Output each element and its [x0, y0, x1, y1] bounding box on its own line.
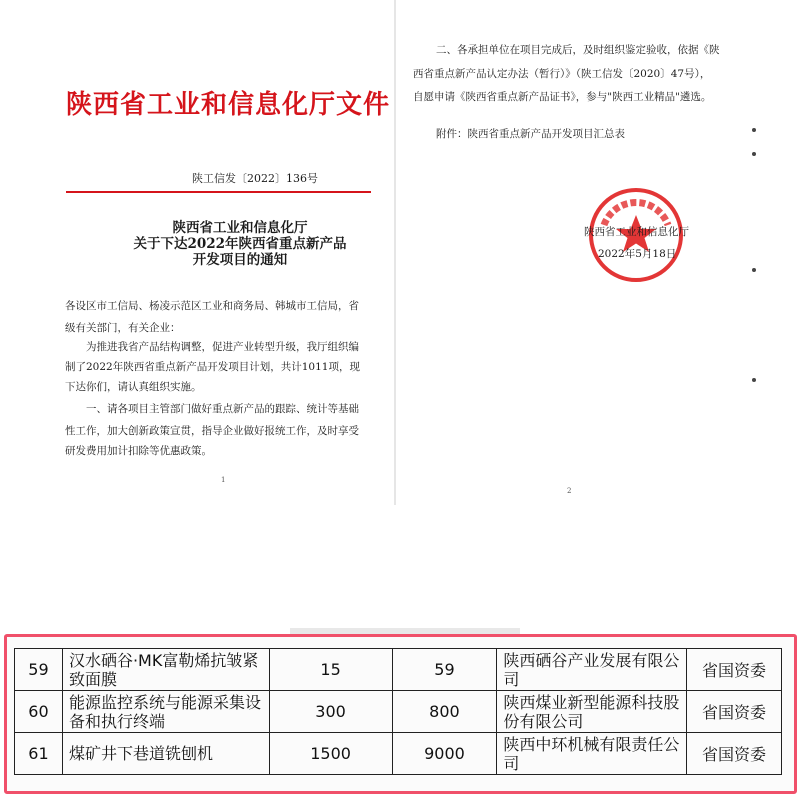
company-name: 陕西中环机械有限责任公司 — [497, 733, 687, 775]
recipients-line-2: 级有关部门，有关企业： — [65, 322, 181, 334]
page2-paragraph-line-1: 二、各承担单位在项目完成后，及时组织鉴定验收，依据《陕 — [436, 44, 720, 56]
notice-title-line-3: 开发项目的通知 — [192, 252, 288, 268]
paragraph-2-line-1: 一、请各项目主管部门做好重点新产品的跟踪、统计等基础 — [86, 403, 359, 415]
notice-title — [120, 220, 360, 268]
value-2: 9000 — [392, 733, 497, 775]
page-number-1: 1 — [221, 476, 226, 484]
red-divider-line — [66, 191, 371, 193]
paragraph-1-line-2: 制了2022年陕西省重点新产品开发项目计划，共计1011项，现 — [65, 361, 360, 373]
project-table — [14, 648, 782, 775]
company-name: 陕西硒谷产业发展有限公司 — [497, 649, 687, 691]
value-2: 59 — [392, 649, 497, 691]
scan-speck — [752, 378, 756, 382]
page-number-2: 2 — [567, 487, 572, 495]
paragraph-2-line-2: 性工作，加大创新政策宣贯，指导企业做好报统工作，及时享受 — [65, 425, 359, 437]
table-row — [15, 691, 782, 733]
row-number: 61 — [15, 733, 63, 775]
recipients-line-1: 各设区市工信局、杨凌示范区工业和商务局、韩城市工信局，省 — [65, 300, 359, 312]
row-number: 60 — [15, 691, 63, 733]
row-number: 59 — [15, 649, 63, 691]
product-name: 能源监控系统与能源采集设备和执行终端 — [62, 691, 269, 733]
product-name: 汉水硒谷·MK富勒烯抗皱紧致面膜 — [62, 649, 269, 691]
scan-speck — [752, 128, 756, 132]
value-2: 800 — [392, 691, 497, 733]
value-1: 1500 — [269, 733, 392, 775]
notice-title-line-2: 关于下达2022年陕西省重点新产品 — [133, 236, 347, 252]
scan-speck — [752, 268, 756, 272]
table-row — [15, 649, 782, 691]
value-1: 15 — [269, 649, 392, 691]
attachment-line: 附件：陕西省重点新产品开发项目汇总表 — [436, 128, 625, 140]
page2-paragraph-line-3: 自愿申请《陕西省重点新产品证书》，参与"陕西工业精品"遴选。 — [413, 91, 712, 103]
page2-paragraph-line-2: 西省重点新产品认定办法（暂行）》（陕工信发〔2020〕47号）， — [413, 68, 711, 80]
page-divider — [394, 0, 396, 505]
value-1: 300 — [269, 691, 392, 733]
issuer-name: 陕西省工业和信息化厅 — [584, 226, 689, 238]
product-name: 煤矿井下巷道铣刨机 — [62, 733, 269, 775]
issue-date: 2022年5月18日 — [598, 248, 677, 260]
notice-title-line-1: 陕西省工业和信息化厅 — [172, 220, 308, 236]
paragraph-1-line-1: 为推进我省产品结构调整，促进产业转型升级，我厅组织编 — [86, 341, 359, 353]
scan-speck — [752, 152, 756, 156]
recommender: 省国资委 — [687, 733, 782, 775]
paragraph-2-line-3: 研发费用加计扣除等优惠政策。 — [65, 445, 212, 457]
table-row — [15, 733, 782, 775]
paragraph-1-line-3: 下达你们，请认真组织实施。 — [65, 381, 202, 393]
document-number: 陕工信发〔2022〕136号 — [192, 172, 318, 185]
recommender: 省国资委 — [687, 649, 782, 691]
company-name: 陕西煤业新型能源科技股份有限公司 — [497, 691, 687, 733]
document-header: 陕西省工业和信息化厅文件 — [66, 90, 391, 120]
recommender: 省国资委 — [687, 691, 782, 733]
